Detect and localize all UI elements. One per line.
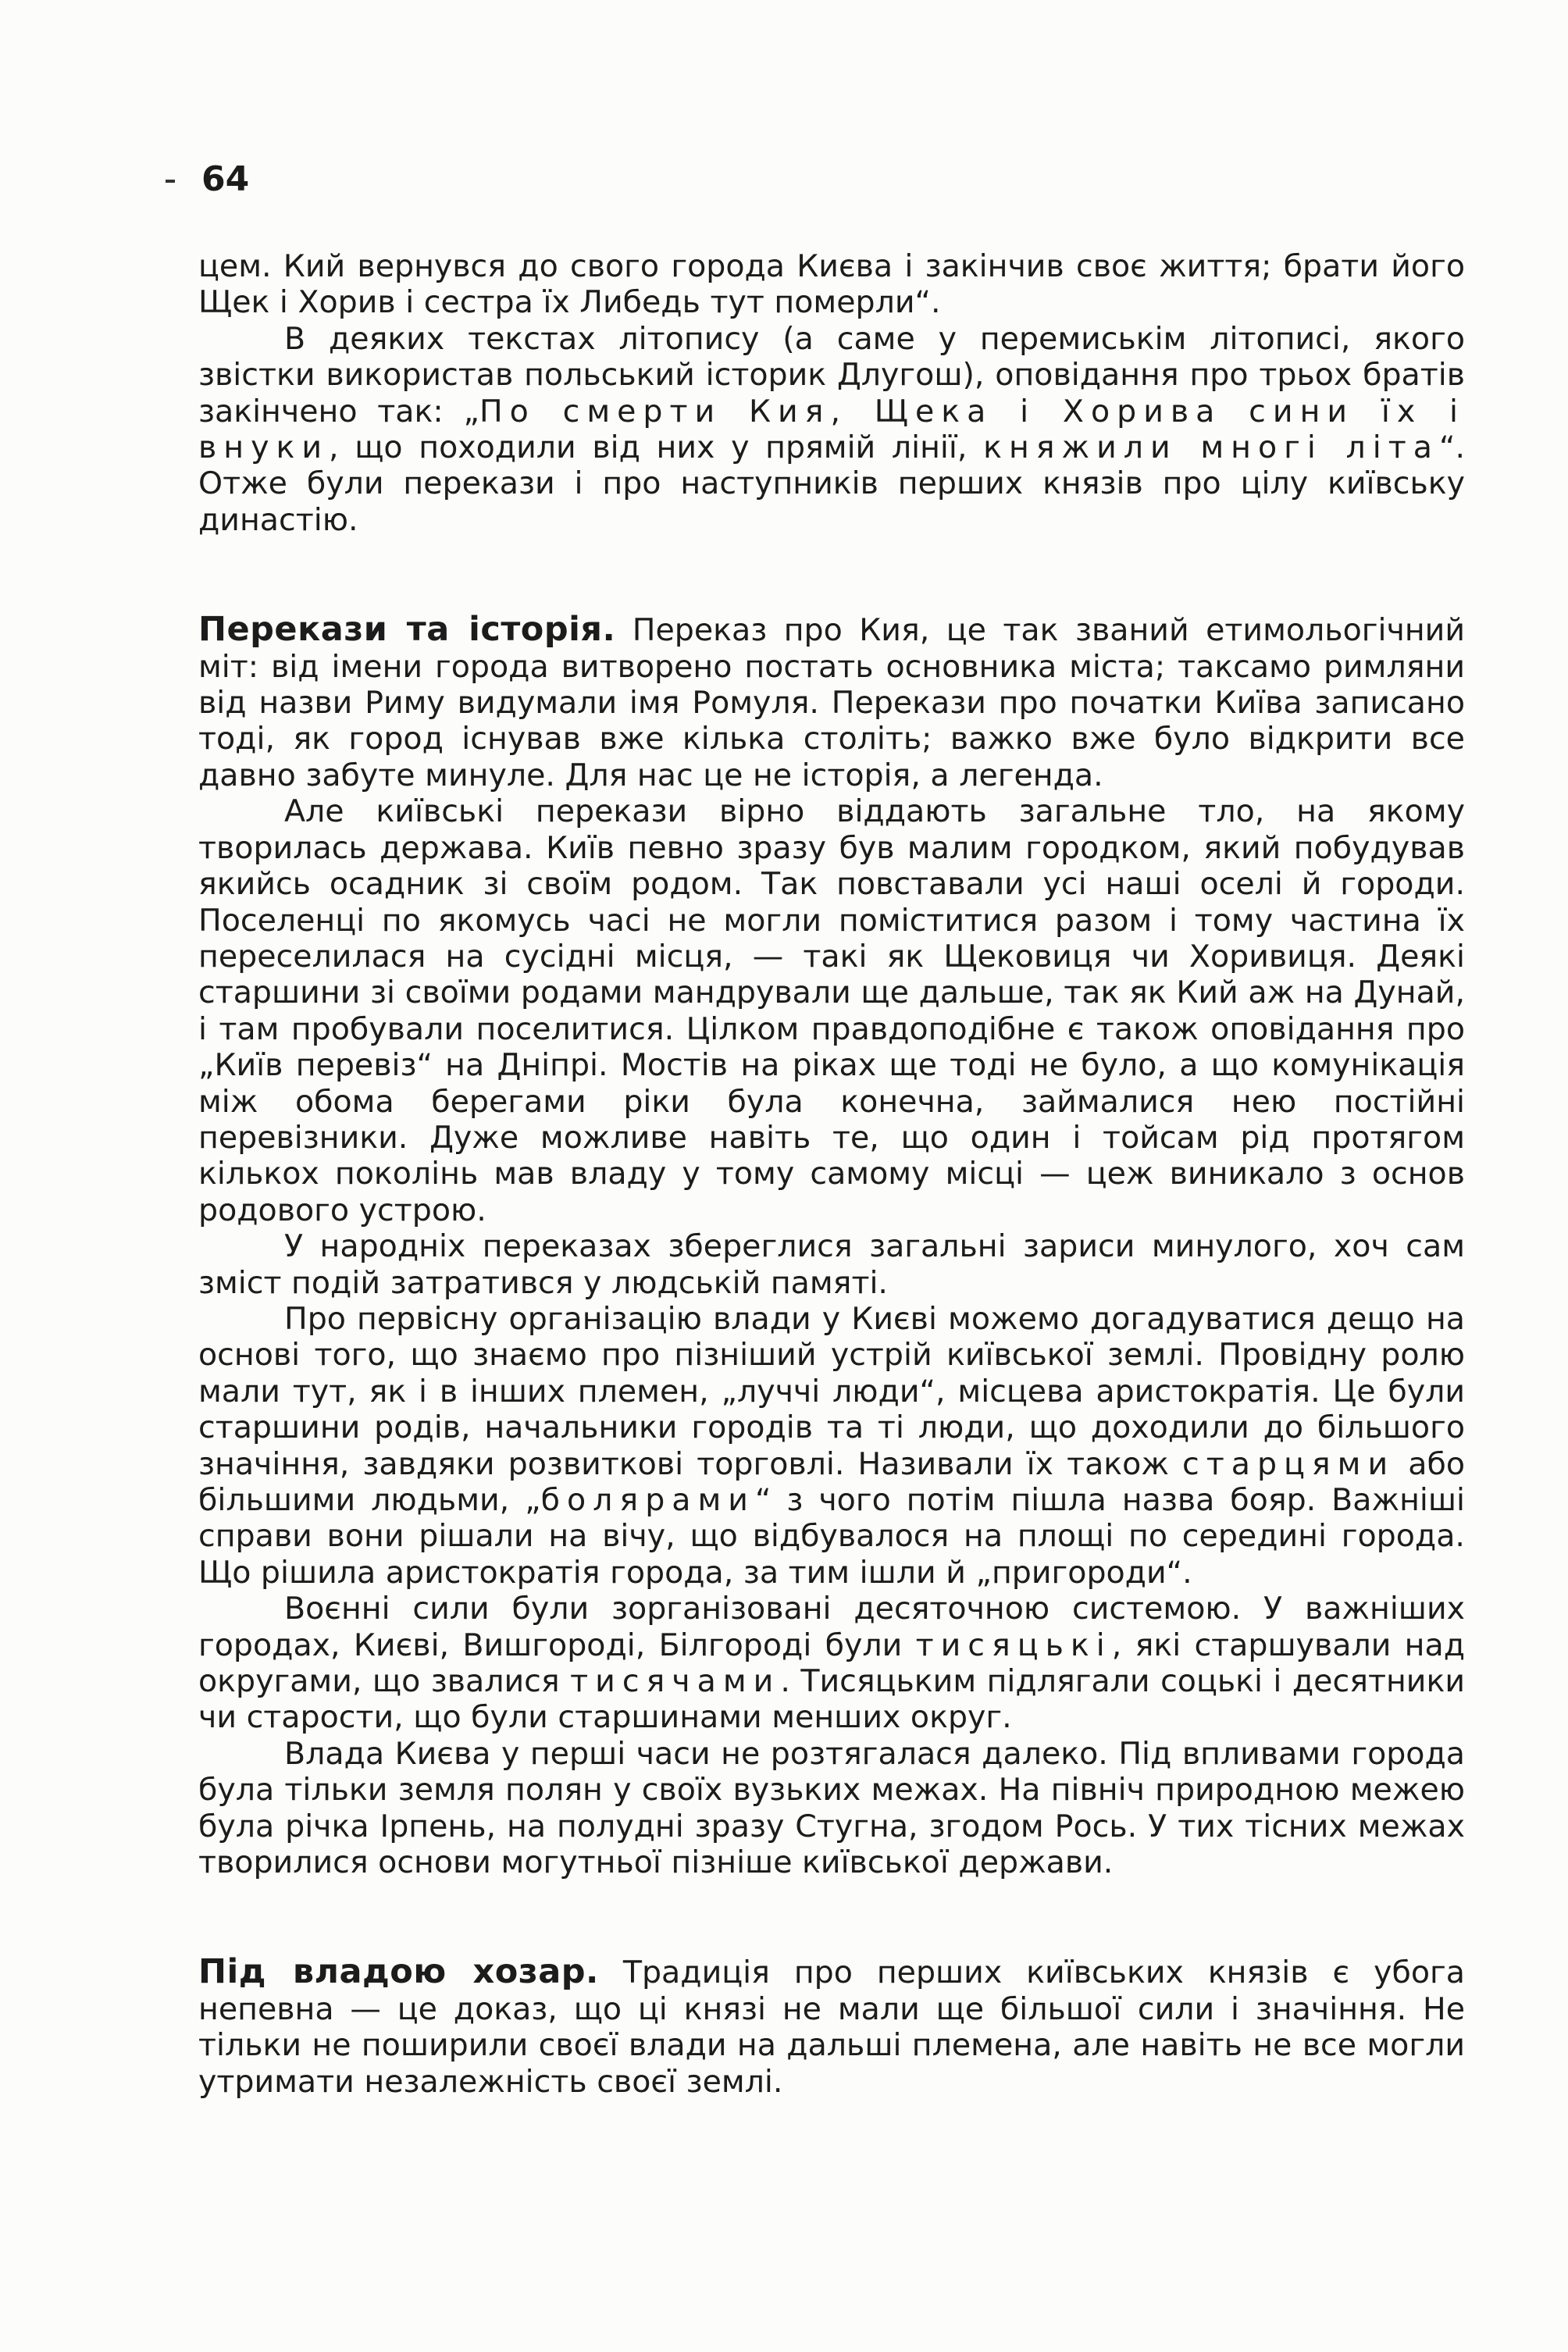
paragraph-3 [198, 611, 1465, 793]
spaced-word-boliary: болярами [540, 1482, 755, 1518]
paragraph-5: У народніх переказах збереглися загальні зариси минулого, хоч сам зміст подій затратився у людській памяті. [198, 1228, 1465, 1301]
paragraph-1: цем. Кий вернувся до свого города Києва і закінчив своє життя; брати його Щек і Хорив і сестра їх Либедь тут померли“. [198, 248, 1465, 321]
page-number: 64 [201, 159, 250, 199]
paragraph-6 [198, 1301, 1465, 1591]
section-heading-1: Перекази та історія. [198, 610, 616, 650]
section-gap [198, 538, 1465, 611]
paragraph-4: Але київські перекази вірно віддають загальне тло, на якому творилась держава. Київ певно зразу був малим городком, який побудував якийсь осадник зі своїм родом. Так повставали усі наші оселі й городи. Поселенці по якомусь часі не могли поміститися разом і тому частина їх переселилася на сусідні місця, — такі як Щековиця чи Хоривиця. Деякі старшини зі своїми родами мандрували ще дальше, так як Кий аж на Дунай, і там пробували поселитися. Цілком правдоподібне є також оповідання про „Київ перевіз“ на Дніпрі. Мостів на ріках ще тоді не було, а що комунікація між обома берегами ріки була конечна, займалися нею постійні перевізники. Дуже можливе навіть те, що один і тойсам рід протягом кількох поколінь мав владу у тому самому місці — цеж виникало з основ родового устрою. [198, 793, 1465, 1228]
paragraph-3-text: Переказ про Кия, це так званий етимольогічний міт: від імени города витворено постать основника міста; таксамо римляни від назви Риму видумали імя Ромуля. Перекази про початки Київа записано тоді, як город існував вже кілька століть; важко вже було відкрити все давно забуте минуле. Для нас це не історія, а легенда. [198, 612, 1465, 793]
paragraph-7-text-c: . Тисяцьким підлягали соцькі і десятники чи старости, що були старшинами менших округ. [198, 1663, 1465, 1736]
paragraph-9-text: Традиція про перших київських князів є убога непевна — це доказ, що ці князі не мали ще більшої сили і значіння. Не тільки не поширили своєї влади на дальші племена, але навіть не все могли утримати незалежність своєї землі. [198, 1955, 1465, 2100]
section-gap [198, 1880, 1465, 1954]
paragraph-2-text-c: “. Отже були перекази і про наступників перших князів про цілу київську династію. [198, 429, 1466, 538]
paragraph-6-text-c: “ з чого потім пішла назва бояр. Важніші справи вони рішали на вічу, що відбувалося на площі по середині города. Що рішила аристократія города, за тим ішли й „пригороди“. [198, 1482, 1465, 1591]
paragraph-7-text-a: Воєнні сили були зорганізовані десяточною системою. У важніших городах, Києві, Вишгороді, Білгороді були [198, 1591, 1465, 1663]
paragraph-8: Влада Києва у перші часи не розтягалася далеко. Під впливами города була тільки земля полян у своїх вузьких межах. На північ природною межею була річка Ірпень, на полудні зразу Стугна, згодом Рось. У тих тісних межах творилися основи могутньої пізніше київської держави. [198, 1735, 1465, 1881]
paragraph-7-text-b: , які старшували над округами, що звалися [198, 1627, 1466, 1700]
spaced-word-tysiachi: тисячами [570, 1663, 781, 1700]
spaced-quote-1: По смерти Кия, Щека і Хорива сини їх і внуки [198, 393, 1465, 466]
spaced-word-tysiatski: тисяцькі [915, 1627, 1112, 1663]
paragraph-7 [198, 1591, 1465, 1736]
paragraph-2 [198, 321, 1465, 538]
paragraph-9 [198, 1954, 1465, 2100]
paragraph-2-text-a: В деяких текстах літопису (а саме у перемиськім літописі, якого звістки використав польський історик Длугош), оповідання про трьох братів закінчено так: „ [198, 320, 1465, 429]
paragraph-2-text-b: , що походили від них у прямій лінії, [329, 429, 984, 466]
paragraph-6-text-a: Про первісну організацію влади у Києві можемо догадуватися дещо на основі того, що знаємо про пізніший устрій київської землі. Провідну ролю мали тут, як і в інших племен, „луччі люди“, місцева аристократія. Це були старшини родів, начальники городів та ті люди, що доходили до більшого значіння, завдяки розвиткові торговлі. Називали їх також [198, 1300, 1465, 1482]
page-body [198, 248, 1465, 2100]
margin-mark [166, 180, 175, 183]
paragraph-6-text-b: або більшими людьми, „ [198, 1445, 1465, 1518]
spaced-word-startsi: старцями [1182, 1445, 1395, 1482]
section-heading-2: Під владою хозар. [198, 1952, 599, 1992]
spaced-quote-2: княжили многі літа [983, 429, 1439, 466]
